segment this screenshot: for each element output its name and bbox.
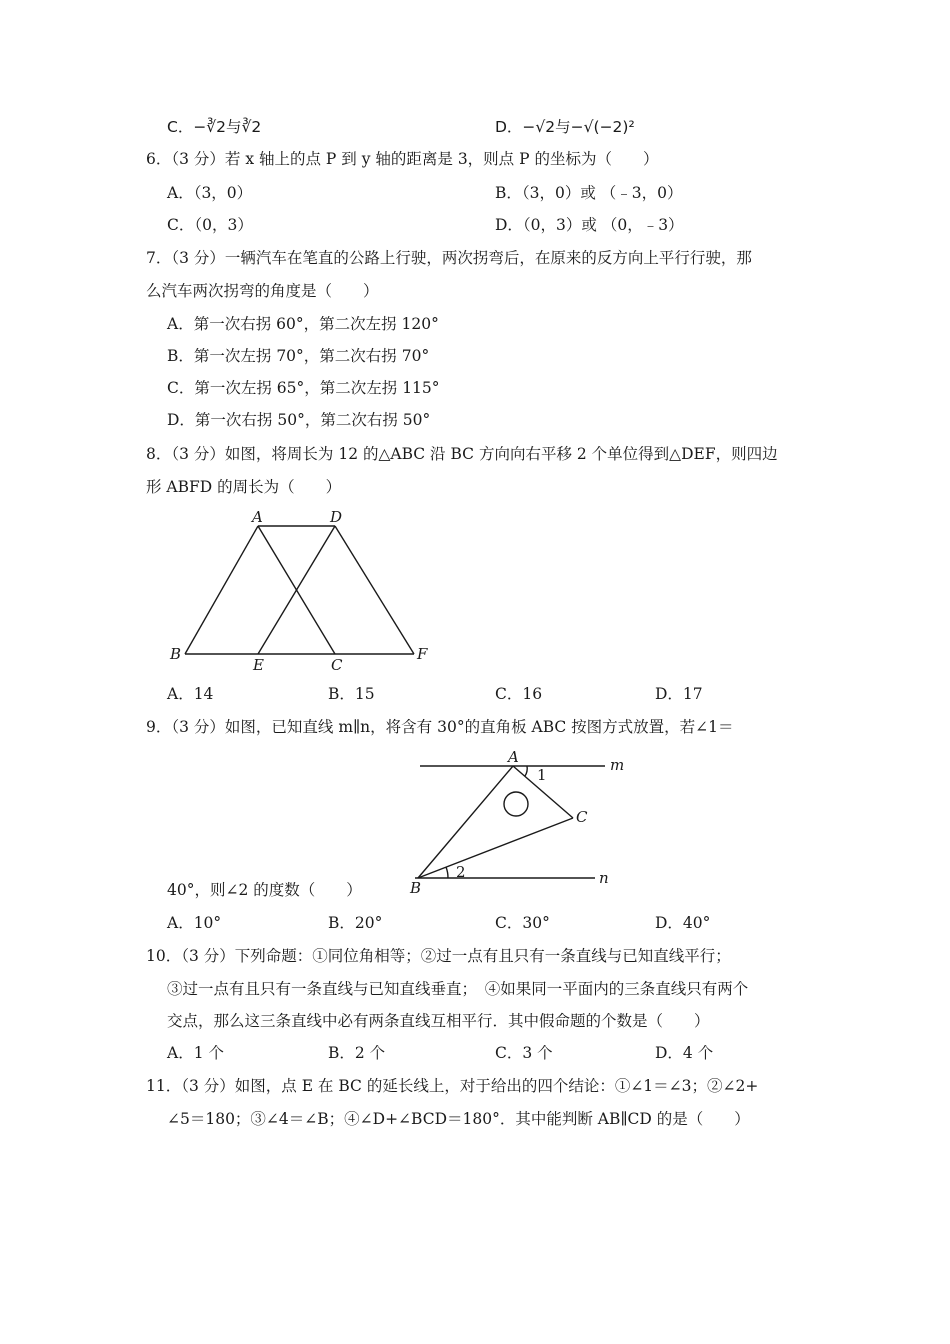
q8-translation-figure xyxy=(160,505,440,675)
q7-option-d: D．第一次右拐 50°，第二次右拐 50° xyxy=(167,411,431,429)
q5-option-c: C．−∛2与∛2 xyxy=(167,118,262,136)
label-A: A xyxy=(252,508,263,526)
q9-option-b: B．20° xyxy=(328,914,383,932)
q8-stem-line2: 形 ABFD 的周长为（ ） xyxy=(146,478,342,496)
label-C: C xyxy=(331,656,343,674)
q6-option-c: C．（0，3） xyxy=(167,216,253,234)
label-m: m xyxy=(610,756,625,774)
q10-option-d: D．4 个 xyxy=(655,1044,714,1062)
q5-option-d: D．−√2与−√(−2)² xyxy=(495,118,635,136)
q8-option-d: D．17 xyxy=(655,685,703,703)
q10-option-a: A．1 个 xyxy=(167,1044,224,1062)
q10-option-c: C．3 个 xyxy=(495,1044,553,1062)
q7-option-a: A．第一次右拐 60°，第二次左拐 120° xyxy=(167,315,439,333)
label-n: n xyxy=(599,869,609,887)
q9-parallel-lines-figure xyxy=(400,748,640,898)
q7-stem-line1: 7．（3 分）一辆汽车在笔直的公路上行驶，两次拐弯后，在原来的反方向上平行行驶，那 xyxy=(146,249,752,267)
label-angle-2: 2 xyxy=(456,863,466,881)
label-A: A xyxy=(508,748,519,766)
q6-stem: 6．（3 分）若 x 轴上的点 P 到 y 轴的距离是 3，则点 P 的坐标为（ ） xyxy=(146,150,659,168)
q8-option-c: C．16 xyxy=(495,685,543,703)
q7-option-c: C．第一次左拐 65°，第二次左拐 115° xyxy=(167,379,440,397)
q10-stem-line3: 交点，那么这三条直线中必有两条直线互相平行．其中假命题的个数是（ ） xyxy=(167,1012,710,1030)
segment-BC xyxy=(418,818,573,878)
angle-1-arc xyxy=(525,766,527,776)
segment-AB xyxy=(418,766,513,878)
q11-stem-line2: ∠5＝180；③∠4＝∠B；④∠D+∠BCD＝180°．其中能判断 AB∥CD 的是（ ） xyxy=(167,1110,750,1128)
label-B: B xyxy=(410,879,422,897)
q8-option-b: B．15 xyxy=(328,685,375,703)
q6-option-b: B．（3，0）或 （﹣3，0） xyxy=(495,184,683,202)
segment-AB xyxy=(185,526,258,654)
triangle-hole xyxy=(504,792,528,816)
q8-stem-line1: 8．（3 分）如图，将周长为 12 的△ABC 沿 BC 方向向右平移 2 个单位得到△DEF，则四边 xyxy=(146,445,778,463)
label-E: E xyxy=(253,656,264,674)
q8-option-a: A．14 xyxy=(167,685,214,703)
label-C: C xyxy=(576,808,588,826)
q9-stem-line1: 9．（3 分）如图，已知直线 m∥n，将含有 30°的直角板 ABC 按图方式放置，若∠1＝ xyxy=(146,718,734,736)
q9-option-d: D．40° xyxy=(655,914,711,932)
q10-stem-line1: 10．（3 分）下列命题：①同位角相等；②过一点有且只有一条直线与已知直线平行； xyxy=(146,947,731,965)
q11-stem-line1: 11．（3 分）如图，点 E 在 BC 的延长线上，对于给出的四个结论：①∠1＝∠3；②∠2+ xyxy=(146,1077,759,1095)
q9-option-a: A．10° xyxy=(167,914,222,932)
angle-2-arc xyxy=(446,867,448,878)
label-F: F xyxy=(417,645,428,663)
q9-stem-line2: 40°，则∠2 的度数（ ） xyxy=(167,881,362,899)
q7-option-b: B．第一次左拐 70°，第二次右拐 70° xyxy=(167,347,430,365)
q10-stem-line2: ③过一点有且只有一条直线与已知直线垂直； ④如果同一平面内的三条直线只有两个 xyxy=(167,980,749,998)
segment-DF xyxy=(335,526,414,654)
label-D: D xyxy=(330,508,343,526)
q9-option-c: C．30° xyxy=(495,914,550,932)
label-angle-1: 1 xyxy=(537,766,547,784)
label-B: B xyxy=(170,645,182,663)
q6-option-a: A．（3，0） xyxy=(167,184,253,202)
q7-stem-line2: 么汽车两次拐弯的角度是（ ） xyxy=(146,282,379,300)
q6-option-d: D．（0，3）或 （0，﹣3） xyxy=(495,216,684,234)
q10-option-b: B．2 个 xyxy=(328,1044,386,1062)
